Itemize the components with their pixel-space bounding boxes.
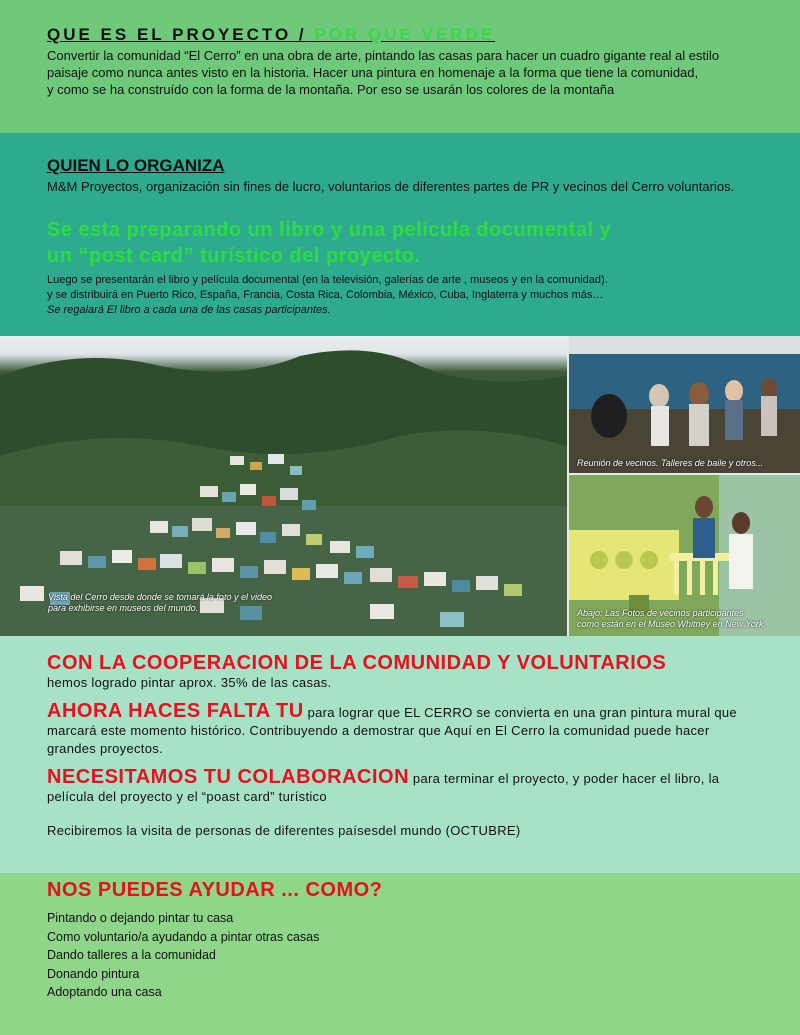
cooperation-heading: CON LA COOPERACION DE LA COMUNIDAD Y VOLUNTARIOS (47, 652, 667, 674)
meeting-illustration (569, 336, 800, 473)
cerro-hillside-photo (0, 336, 567, 636)
neighbors-caption-line-1: Abajo: Las Fotos de vecinos participantes (577, 608, 744, 618)
section-who-title: QUIEN LO ORGANIZA (47, 156, 225, 175)
need-you-paragraph (47, 702, 757, 758)
headline-line-1: Se esta preparando un libro y una película documental y (47, 219, 612, 241)
photo-strip (0, 336, 800, 636)
collaboration-paragraph (47, 768, 747, 806)
distribution-line-1: Luego se presentarán el libro y película documental (en la televisión, galerías de arte , museos y en la comunidad). (47, 274, 608, 286)
help-item-paint-house: Pintando o dejando pintar tu casa (47, 911, 234, 925)
help-item-volunteer: Como voluntario/a ayudando a pintar otras casas (47, 929, 320, 944)
book-film-headline (47, 217, 800, 269)
distribution-line-2: y se distribuirá en Puerto Rico, España, Francia, Costa Rica, Colombia, México, Cuba, Inglaterra y muchos más… (47, 289, 604, 301)
cooperation-paragraph (47, 654, 800, 692)
help-item-adopt-house: Adoptando una casa (47, 985, 162, 999)
cerro-caption-line-2: para exhibirse en museos del mundo. (48, 603, 199, 613)
what-line-1: Convertir la comunidad “El Cerro” en una obra de arte, pintando las casas para hacer un cuadro gigante real al estilo (47, 48, 720, 63)
help-title: NOS PUEDES AYUDAR ... COMO? (47, 879, 383, 901)
what-line-2: paisaje como nunca antes visto en la historia. Hacer una pintura en homenaje a la forma que tiene la comunidad, (47, 65, 699, 80)
neighbors-meeting-photo (569, 336, 800, 473)
help-list (47, 909, 800, 1002)
cerro-caption-line-1: Vista del Cerro desde donde se tomará la foto y el video (48, 592, 272, 602)
cerro-caption (48, 592, 272, 614)
visit-notice: Recibiremos la visita de personas de diferentes paísesdel mundo (OCTUBRE) (47, 823, 521, 838)
neighbors-museum-photo (569, 475, 800, 636)
cooperation-text: hemos logrado pintar aprox. 35% de las casas. (47, 675, 332, 690)
help-item-workshops: Dando talleres a la comunidad (47, 948, 216, 962)
neighbors-caption (577, 608, 766, 630)
section-how-to-help (0, 873, 800, 1035)
section-cooperation (0, 636, 800, 873)
what-line-3: y como se ha construído con la forma de la montaña. Por eso se usarán los colores de la montaña (47, 82, 615, 97)
section-who-organizes (0, 133, 800, 336)
section-what-is-project (0, 0, 800, 133)
title-why-green: POR QUE VERDE (314, 25, 496, 44)
need-you-heading: AHORA HACES FALTA TU (47, 700, 304, 722)
who-description: M&M Proyectos, organización sin fines de lucro, voluntarios de diferentes partes de PR y vecinos del Cerro voluntarios. (47, 179, 735, 194)
section-what-title (47, 24, 800, 46)
gift-note: Se regalará El libro a cada una de las casas participantes. (47, 304, 331, 316)
headline-line-2: un “post card” turístico del proyecto. (47, 245, 421, 267)
help-item-donate-paint: Donando pintura (47, 966, 140, 981)
collaboration-text: para terminar el proyecto, y poder hacer el libro, la película del proyecto y el “poast card” turístico (47, 771, 720, 804)
cerro-illustration (0, 336, 567, 636)
neighbors-caption-line-2: como están en el Museo Whitney en New York. (577, 619, 766, 629)
need-you-text: para lograr que EL CERRO se convierta en una gran pintura mural que marcará este momento histórico. Contribuyendo a demostrar que Aquí en El Cerro la comunidad puede hacer grandes proyectos. (47, 705, 737, 756)
what-description (47, 47, 800, 98)
meeting-caption: Reunión de vecinos. Talleres de baile y otros... (577, 458, 764, 468)
collaboration-heading: NECESITAMOS TU COLABORACION (47, 766, 410, 788)
title-what-is: QUE ES EL PROYECTO / (47, 25, 315, 44)
